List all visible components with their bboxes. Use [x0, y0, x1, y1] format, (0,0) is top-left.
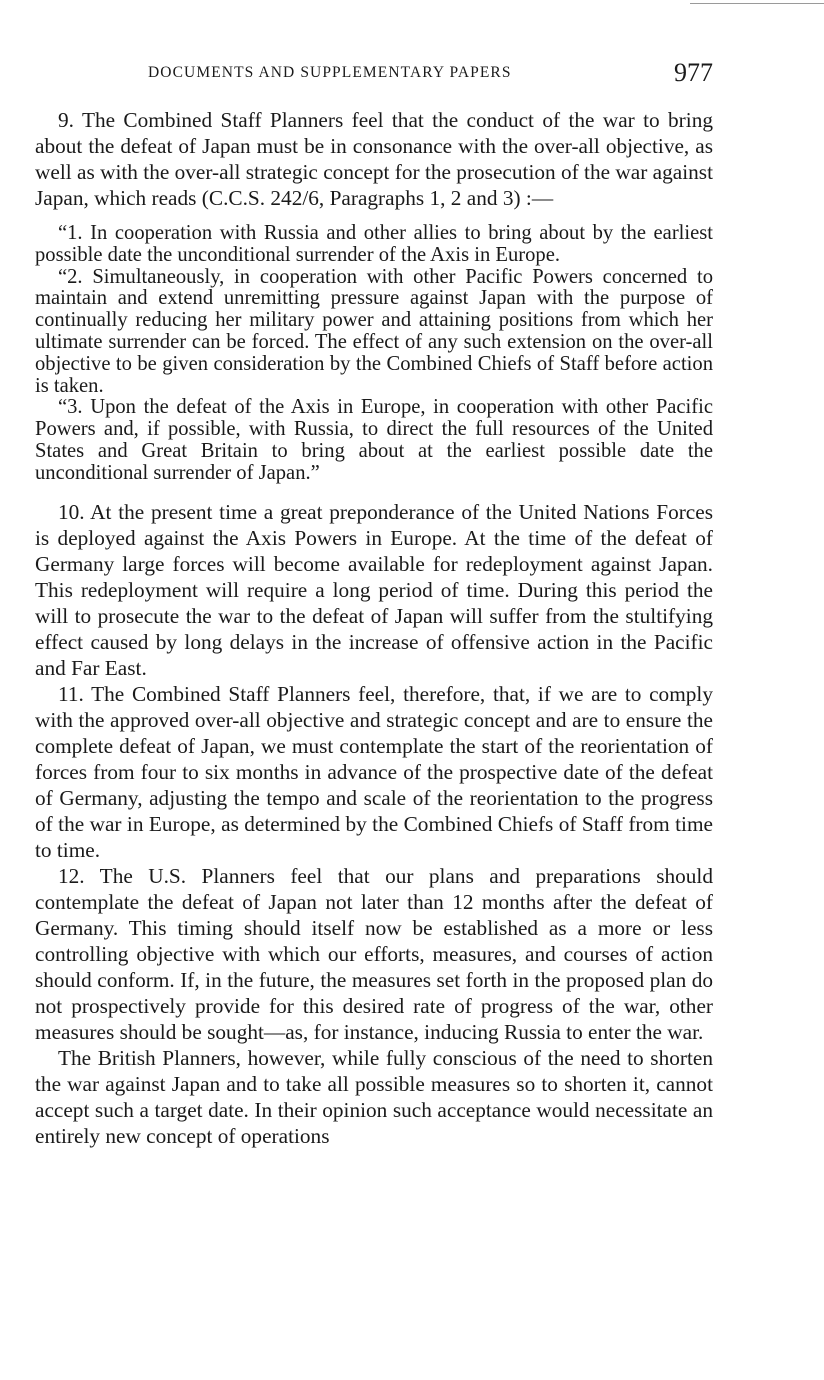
running-title: DOCUMENTS AND SUPPLEMENTARY PAPERS	[148, 64, 512, 81]
paragraph-11: 11. The Combined Staff Planners feel, therefore, that, if we are to comply with the approved over-all objective and strategic concept and are to ensure the complete defeat of Japan, we must contemplate the start of the reorientation of forces from four to six months in advance of the prospective date of the defeat of Germany, adjusting the tempo and scale of the reorientation to the progress of the war in Europe, as determined by the Combined Chiefs of Staff from time to time.	[35, 681, 713, 862]
top-edge-rule	[690, 3, 824, 4]
running-head	[35, 58, 713, 90]
quoted-strategic-concept	[35, 223, 713, 485]
page-body	[35, 107, 713, 1149]
page-number: 977	[674, 58, 713, 87]
paragraph-10: 10. At the present time a great preponderance of the United Nations Forces is deployed against the Axis Powers in Europe. At the time of the defeat of Germany large forces will become available for redeployment against Japan. This redeployment will require a long period of time. During this period the will to prosecute the war to the defeat of Japan will suffer from the stultifying effect caused by long delays in the increase of offensive action in the Pacific and Far East.	[35, 499, 713, 680]
quote-item-2: “2. Simultaneously, in cooperation with other Pacific Powers concerned to maintain and extend unremitting pressure against Japan with the purpose of continually reducing her military power and attaining positions from which her ultimate surrender can be forced. The effect of any such extension on the over-all objective to be given consideration by the Combined Chiefs of Staff before action is taken.	[35, 265, 713, 397]
paragraph-12: 12. The U.S. Planners feel that our plans and preparations should contemplate the defeat of Japan not later than 12 months after the defeat of Germany. This timing should itself now be established as a more or less controlling objective with which our efforts, measures, and courses of action should conform. If, in the future, the measures set forth in the proposed plan do not prospectively provide for this desired rate of progress of the war, other measures should be sought—as, for instance, inducing Russia to enter the war.	[35, 863, 713, 1044]
quote-item-3: “3. Upon the defeat of the Axis in Europe, in cooperation with other Pacific Powers and, if possible, with Russia, to direct the full resources of the United States and Great Britain to bring about at the earliest possible date the unconditional surrender of Japan.”	[35, 396, 713, 484]
paragraph-9: 9. The Combined Staff Planners feel that the conduct of the war to bring about the defeat of Japan must be in consonance with the over-all objective, as well as with the over-all strategic concept for the prosecution of the war against Japan, which reads (C.C.S. 242/6, Paragraphs 1, 2 and 3) :—	[35, 108, 713, 210]
paragraph-british-planners: The British Planners, however, while fully conscious of the need to shorten the war against Japan and to take all possible measures so to shorten it, cannot accept such a target date. In their opinion such acceptance would necessitate an entirely new concept of operations	[35, 1045, 713, 1148]
quote-item-1: “1. In cooperation with Russia and other allies to bring about by the earliest possible date the unconditional surrender of the Axis in Europe.	[35, 222, 713, 266]
